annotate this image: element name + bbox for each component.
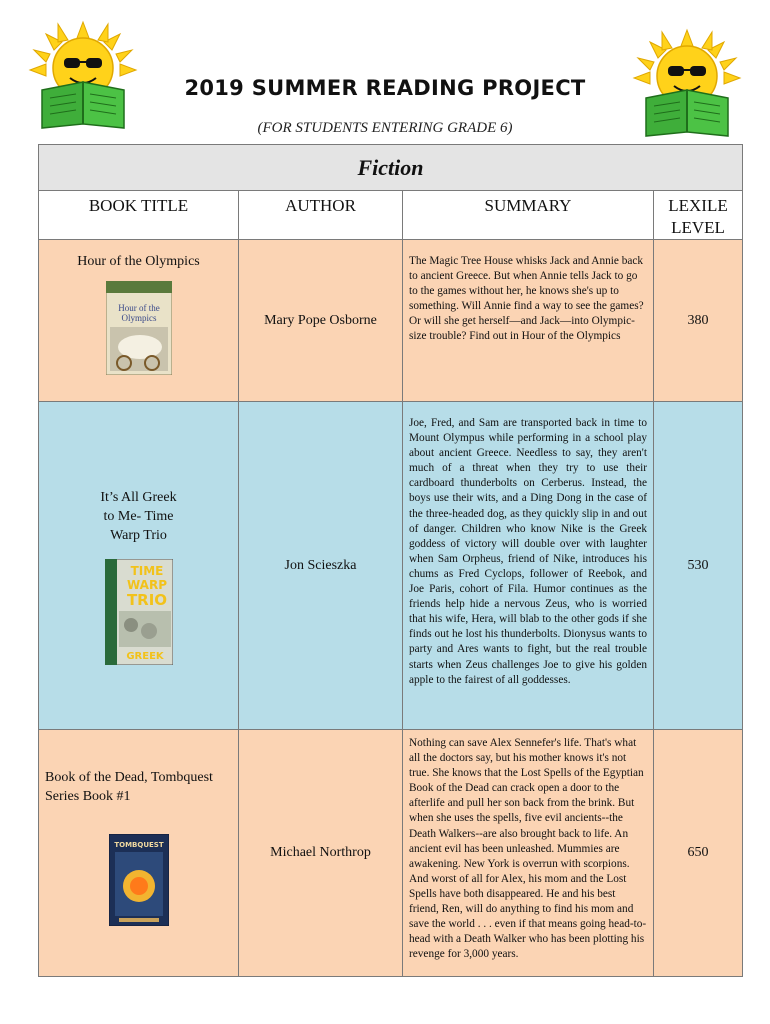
book-title-cell [39, 402, 239, 730]
section-title: Fiction [39, 145, 743, 191]
cover-text: GREEK [125, 651, 164, 662]
table-row [39, 402, 743, 730]
book-title-cell [39, 240, 239, 402]
sun-reading-icon [28, 20, 138, 130]
book-title: It’s All Greek to Me- Time Warp Trio [100, 490, 177, 543]
summary-cell: The Magic Tree House whisks Jack and Annie back to ancient Greece. But when Annie tells Jack to go to the games without her, he knows she's up to something. Will Annie find a way to see the games? Or will she get herself—and Jack—into Olympic-size trouble? Find out in Hour of the Olympics [403, 240, 654, 402]
column-header-lexile: LEXILE LEVEL [654, 191, 743, 240]
cover-text: Olympics [121, 313, 156, 323]
cover-text: TRIO [126, 591, 167, 609]
column-header-author: AUTHOR [239, 191, 403, 240]
book-title-cell [39, 730, 239, 977]
cover-text: WARP [126, 578, 167, 592]
column-header-summary: SUMMARY [403, 191, 654, 240]
book-cover-image [105, 559, 173, 665]
book-title: Hour of the Olympics [77, 254, 200, 269]
reading-list-table [38, 144, 743, 977]
header-row [39, 191, 743, 240]
cover-text: TOMBQUEST [113, 841, 164, 849]
table-row [39, 730, 743, 977]
table-row [39, 240, 743, 402]
cover-text: Hour of the [117, 303, 160, 313]
section-row [39, 145, 743, 191]
cover-text: TIME [130, 564, 163, 578]
book-cover-image [109, 834, 169, 926]
summary-cell: Nothing can save Alex Sennefer's life. That's what all the doctors say, but his mother knows it's not true. She knows that the Lost Spells of the Egyptian Book of the Dead can crack open a door to the afterlife and pull her son back from the brink. But when she uses the spells, five evil ancients--the Death Walkers--are also brought back to life. An ancient evil has been unleashed. Mummies are awakening. New York is overrun with scorpions. And worst of all for Alex, his mom and the Lost Spells have both disappeared. He and his best friend, Ren, will do anything to find his mom and save the world . . . even if that means going head-to-head with a Death Walker who has been plotting his revenge for 3,000 years. [403, 730, 654, 977]
summary-cell: Joe, Fred, and Sam are transported back in time to Mount Olympus while performing in a school play about ancient Greece. Needless to say, they aren't much of a threat when they try to use their cardboard thunderbolts on Cerberus. Instead, the boys use their wits, and a Ding Dong in the case of the three-headed dog, as they quickly slip in and out of danger. Children who know Nike is the Greek goddess of victory will double over with laughter when Sam Orpheus, friend of Nike, introduces his chums as Fred Cyclops, follower of Reebok, and Joe Paris, cohort of Fila. Humor continues as the friends help hide a nervous Zeus, who is worried that his wife, Hera, will blab to the other gods if she finds out he lost his thunderbolts. Dionysus wants to party and Ares wants to fight, but the real trouble starts when Zeus challenges Joe to give his golden apple to the fairest of all goddesses. [403, 402, 654, 730]
book-title: Book of the Dead, Tombquest Series Book #1 [45, 770, 213, 804]
lexile-cell: 650 [654, 730, 743, 977]
author-cell: Mary Pope Osborne [239, 240, 403, 402]
column-header-title: BOOK TITLE [39, 191, 239, 240]
book-cover-image [106, 281, 172, 375]
lexile-cell: 380 [654, 240, 743, 402]
page-subtitle: (FOR STUDENTS ENTERING GRADE 6) [257, 120, 513, 136]
author-cell: Michael Northrop [239, 730, 403, 977]
author-cell: Jon Scieszka [239, 402, 403, 730]
page-title: 2019 SUMMER READING PROJECT [184, 76, 586, 100]
lexile-cell: 530 [654, 402, 743, 730]
